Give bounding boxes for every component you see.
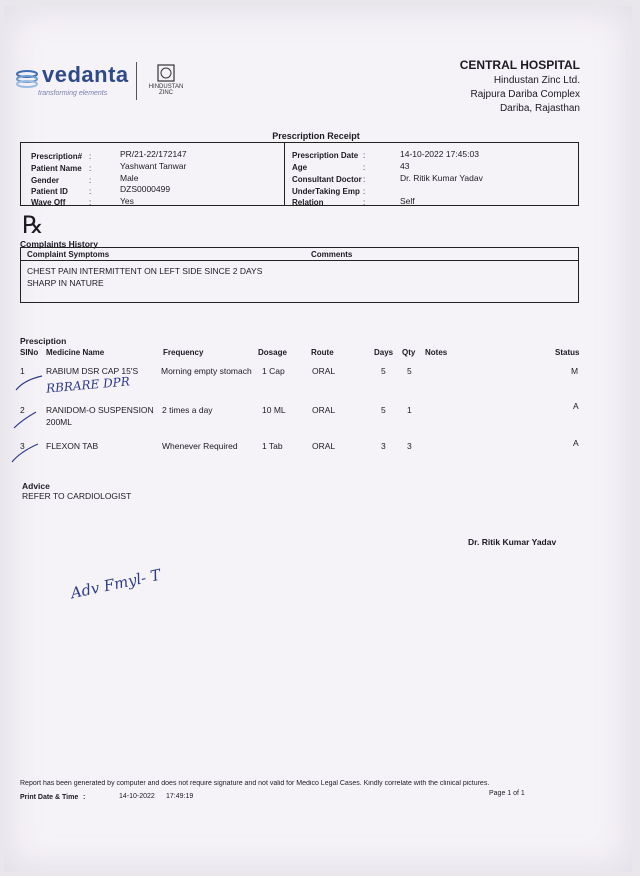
cell-qty: 3: [407, 441, 412, 451]
col-qty: Qty: [402, 348, 416, 357]
vedanta-logo: [16, 62, 191, 102]
hospital-line: Hindustan Zinc Ltd.: [493, 75, 580, 86]
hz-name: HINDUSTAN ZINC: [148, 84, 184, 96]
table-row: [20, 438, 620, 457]
cell-medicine-cont: 200ML: [46, 417, 72, 427]
handwritten-ticks: [6, 360, 46, 470]
colon: :: [89, 198, 92, 207]
receipt-title: Prescription Receipt: [272, 131, 360, 141]
col-comments: Comments: [311, 250, 353, 259]
handwritten-note: RBRARE DPR: [45, 374, 131, 396]
complaint-line: CHEST PAIN INTERMITTENT ON LEFT SIDE SINCE 2 DAYS: [27, 266, 263, 276]
prescription-title: Presciption: [20, 336, 67, 346]
prescription-no: PR/21-22/172147: [120, 149, 187, 159]
hospital-line: Rajpura Dariba Complex: [470, 89, 580, 100]
patient-name: Yashwant Tanwar: [120, 161, 187, 171]
cell-route: ORAL: [312, 441, 336, 451]
gender-label: Gender: [31, 176, 60, 185]
advice-title: Advice: [22, 481, 50, 491]
table-row: [20, 401, 620, 431]
patient-name-label: Patient Name: [31, 164, 82, 173]
age-label: Age: [292, 163, 308, 172]
cell-status: M: [571, 366, 579, 376]
undertaking-label: UnderTaking Emp: [292, 187, 360, 196]
gender: Male: [120, 173, 139, 183]
handwritten-bottom-note: Adv Fmyl- T: [69, 565, 163, 603]
waveoff-label: Wave Off: [31, 198, 66, 207]
colon: :: [363, 163, 366, 172]
colon: :: [89, 164, 92, 173]
patient-info-box: [20, 142, 579, 206]
print-date: 14-10-2022: [119, 793, 155, 800]
col-sino: SINo: [20, 348, 39, 357]
cell-qty: 5: [407, 366, 412, 376]
col-route: Route: [311, 348, 334, 357]
cell-route: ORAL: [312, 366, 336, 376]
complaint-line: SHARP IN NATURE: [27, 278, 104, 288]
cell-sino: 2: [20, 405, 25, 415]
prescription-header-row: [20, 348, 620, 362]
colon: :: [363, 198, 366, 207]
cell-days: 5: [381, 366, 386, 376]
cell-medicine: RABIUM DSR CAP 15'S: [46, 366, 139, 376]
doctor-signatory: Dr. Ritik Kumar Yadav: [468, 537, 557, 547]
colon: :: [89, 187, 92, 196]
page-number: Page 1 of 1: [489, 790, 525, 797]
col-status: Status: [555, 348, 580, 357]
waveoff: Yes: [120, 196, 134, 206]
rx-icon: ℞: [22, 211, 44, 239]
print-time: 17:49:19: [166, 793, 194, 800]
cell-route: ORAL: [312, 405, 336, 415]
col-symptoms: Complaint Symptoms: [27, 250, 110, 259]
prescription-date-label: Prescription Date: [292, 151, 359, 160]
hz-emblem-icon: [157, 64, 175, 82]
logo-brand: vedanta: [42, 62, 129, 87]
print-date-label: Print Date & Time: [20, 794, 79, 801]
colon: :: [363, 187, 366, 196]
box-divider: [284, 143, 285, 205]
cell-dosage: 1 Tab: [262, 441, 283, 451]
colon: :: [363, 175, 366, 184]
cell-dosage: 1 Cap: [262, 366, 285, 376]
cell-dosage: 10 ML: [262, 405, 286, 415]
cell-medicine: RANIDOM-O SUSPENSION: [46, 405, 154, 415]
complaints-title: Complaints History: [20, 239, 98, 249]
complaints-box: [20, 247, 579, 303]
colon: :: [363, 151, 366, 160]
patient-id: DZS0000499: [120, 184, 171, 194]
relation: Self: [400, 196, 415, 206]
age: 43: [400, 161, 410, 171]
prescription-no-label: Prescription#: [31, 152, 83, 161]
relation-label: Relation: [292, 198, 324, 207]
footer-disclaimer: Report has been generated by computer and does not require signature and not valid for Medico Legal Cases. Kindly correlate with the clinical pictures.: [20, 780, 490, 787]
cell-sino: 1: [20, 366, 25, 376]
vedanta-swirl-icon: [16, 68, 38, 88]
doctor-label: Consultant Doctor: [292, 175, 362, 184]
col-frequency: Frequency: [163, 348, 204, 357]
logo-divider: [136, 62, 137, 100]
col-medicine: Medicine Name: [46, 348, 105, 357]
col-notes: Notes: [425, 348, 448, 357]
cell-frequency: Morning empty stomach: [161, 366, 252, 376]
cell-frequency: 2 times a day: [162, 405, 213, 415]
hospital-header: [460, 58, 580, 116]
cell-days: 3: [381, 441, 386, 451]
advice-text: REFER TO CARDIOLOGIST: [22, 491, 132, 501]
patient-id-label: Patient ID: [31, 187, 68, 196]
hindustan-zinc-logo: [146, 64, 186, 96]
cell-frequency: Whenever Required: [162, 441, 238, 451]
colon: :: [83, 794, 86, 801]
cell-status: A: [573, 401, 579, 411]
hospital-line: Dariba, Rajasthan: [499, 103, 580, 114]
hospital-name: CENTRAL HOSPITAL: [459, 58, 580, 72]
colon: :: [89, 176, 92, 185]
logo-tagline: transforming elements: [38, 90, 108, 97]
col-days: Days: [374, 348, 394, 357]
cell-status: A: [573, 438, 579, 448]
consultant-doctor: Dr. Ritik Kumar Yadav: [400, 173, 483, 183]
colon: :: [89, 152, 92, 161]
prescription-date: 14-10-2022 17:45:03: [400, 149, 479, 159]
complaints-header-row: [21, 248, 578, 261]
cell-sino: 3: [20, 441, 25, 451]
cell-medicine: FLEXON TAB: [46, 441, 99, 451]
cell-days: 5: [381, 405, 386, 415]
col-dosage: Dosage: [258, 348, 287, 357]
cell-qty: 1: [407, 405, 412, 415]
